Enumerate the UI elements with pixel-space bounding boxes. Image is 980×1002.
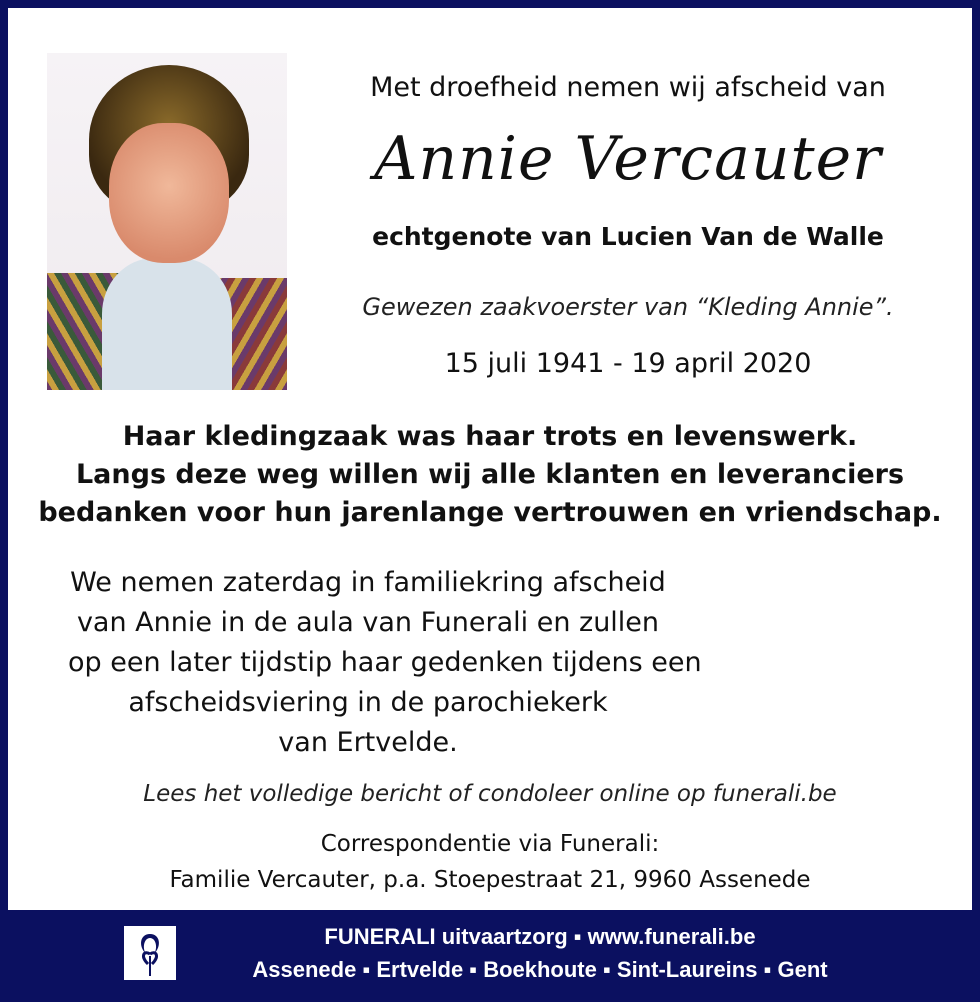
farewell-message bbox=[68, 563, 702, 763]
footer-line-1: FUNERALI uitvaartzorg ▪ www.funerali.be bbox=[324, 924, 756, 949]
correspondence-line: Familie Vercauter, p.a. Stoepestraat 21, 9960 Assenede bbox=[169, 867, 811, 893]
farewell-line: op een later tijdstip haar gedenken tijdens een bbox=[68, 647, 702, 678]
funeral-home-footer bbox=[0, 912, 980, 1002]
correspondence-line: Correspondentie via Funerali: bbox=[320, 831, 660, 857]
farewell-line: afscheidsviering in de parochiekerk bbox=[128, 687, 608, 718]
correspondence-address bbox=[8, 826, 972, 898]
life-dates: 15 juli 1941 - 19 april 2020 bbox=[444, 348, 812, 379]
farewell-line: van Annie in de aula van Funerali en zullen bbox=[76, 607, 660, 638]
farewell-line: We nemen zaterdag in familiekring afscheid bbox=[70, 567, 666, 598]
obituary-card bbox=[8, 8, 972, 910]
farewell-line: van Ertvelde. bbox=[278, 727, 458, 758]
online-condolence-text: Lees het volledige bericht of condoleer online op funerali.be bbox=[143, 781, 837, 807]
deceased-name: Annie Vercauter bbox=[374, 124, 882, 194]
funerali-logo-icon bbox=[124, 926, 176, 980]
spouse-text: echtgenote van Lucien Van de Walle bbox=[372, 222, 884, 251]
portrait-photo bbox=[47, 53, 287, 390]
thanks-line: bedanken voor hun jarenlange vertrouwen en vriendschap. bbox=[38, 497, 942, 528]
former-occupation: Gewezen zaakvoerster van “Kleding Annie”. bbox=[362, 293, 894, 321]
thanks-message bbox=[8, 418, 972, 532]
intro-text: Met droefheid nemen wij afscheid van bbox=[370, 72, 886, 103]
thanks-line: Langs deze weg willen wij alle klanten en leveranciers bbox=[75, 459, 905, 490]
thanks-line: Haar kledingzaak was haar trots en levenswerk. bbox=[122, 421, 858, 452]
footer-line-2: Assenede ▪ Ertvelde ▪ Boekhoute ▪ Sint-Laureins ▪ Gent bbox=[252, 957, 828, 982]
